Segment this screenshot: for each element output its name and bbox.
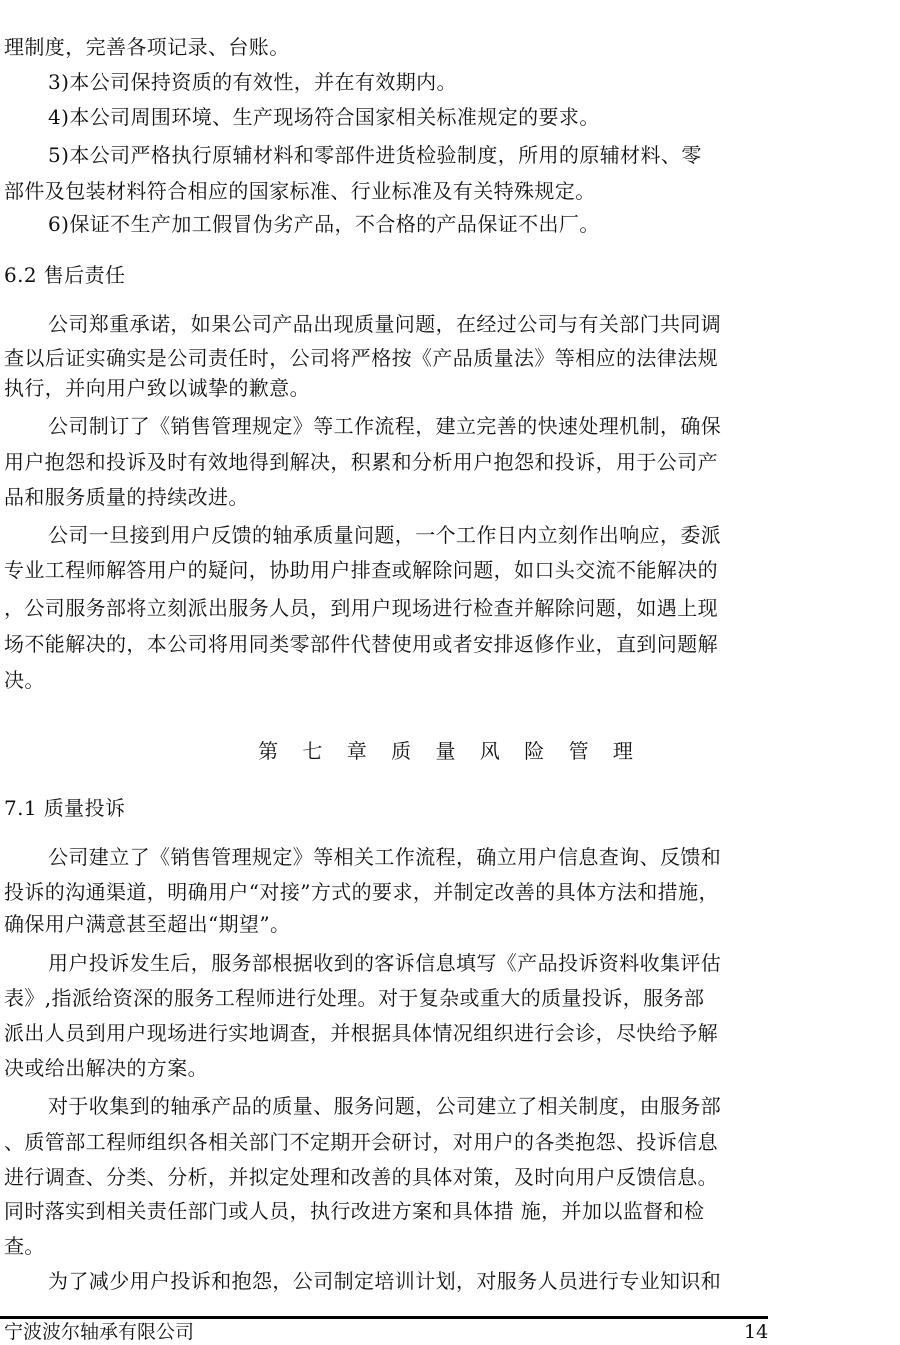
text-line: 6)保证不生产加工假冒伪劣产品，不合格的产品保证不出厂。: [48, 212, 600, 236]
text-line: 执行，并向用户致以诚挚的歉意。: [4, 376, 310, 400]
text-line: ，公司服务部将立刻派出服务人员，到用户现场进行检查并解除问题，如遇上现: [4, 596, 718, 620]
text-line: 公司郑重承诺，如果公司产品出现质量问题，在经过公司与有关部门共同调: [48, 312, 722, 336]
text-line: 对于收集到的轴承产品的质量、服务问题，公司建立了相关制度，由服务部: [48, 1094, 722, 1118]
text-line: 公司建立了《销售管理规定》等相关工作流程，确立用户信息查询、反馈和: [48, 845, 722, 869]
text-line: 6.2 售后责任: [4, 263, 126, 287]
text-line: 5)本公司严格执行原辅材料和零部件进货检验制度，所用的原辅材料、零: [48, 143, 702, 167]
text-line: 、质管部工程师组织各相关部门不定期开会研讨，对用户的各类抱怨、投诉信息: [4, 1130, 718, 1154]
text-line: 部件及包装材料符合相应的国家标准、行业标准及有关特殊规定。: [4, 179, 596, 203]
text-line: 专业工程师解答用户的疑问，协助用户排查或解除问题，如口头交流不能解决的: [4, 558, 718, 582]
text-line: 查以后证实确实是公司责任时，公司将严格按《产品质量法》等相应的法律法规: [4, 346, 718, 370]
text-line: 决。: [4, 668, 45, 692]
text-line: 3)本公司保持资质的有效性，并在有效期内。: [48, 70, 457, 94]
text-line: 用户投诉发生后，服务部根据收到的客诉信息填写《产品投诉资料收集评估: [48, 951, 722, 975]
text-line: 公司制订了《销售管理规定》等工作流程，建立完善的快速处理机制，确保: [48, 414, 722, 438]
text-line: 同时落实到相关责任部门或人员，执行改进方案和具体措 施，并加以监督和检: [4, 1199, 705, 1223]
text-line: 7.1 质量投诉: [4, 796, 126, 820]
text-line: 用户抱怨和投诉及时有效地得到解决，积累和分析用户抱怨和投诉，用于公司产: [4, 450, 718, 474]
footer-company-name: 宁波波尔轴承有限公司: [4, 1321, 195, 1343]
text-line: 表》,指派给资深的服务工程师进行处理。对于复杂或重大的质量投诉，服务部: [4, 986, 705, 1010]
text-line: 公司一旦接到用户反馈的轴承质量问题，一个工作日内立刻作出响应，委派: [48, 523, 722, 547]
text-line: 为了减少用户投诉和抱怨，公司制定培训计划，对服务人员进行专业知识和: [48, 1269, 722, 1293]
text-line: 场不能解决的，本公司将用同类零部件代替使用或者安排返修作业，直到问题解: [4, 632, 718, 656]
text-line: 理制度，完善各项记录、台账。: [4, 35, 290, 59]
page-number: 14: [744, 1321, 769, 1343]
text-line: 决或给出解决的方案。: [4, 1056, 208, 1080]
footer-divider: [0, 1316, 768, 1319]
text-line: 查。: [4, 1234, 45, 1258]
text-line: 派出人员到用户现场进行实地调查，并根据具体情况组织进行会诊，尽快给予解: [4, 1021, 718, 1045]
text-line: 4)本公司周围环境、生产现场符合国家相关标准规定的要求。: [48, 105, 600, 129]
text-line: 进行调查、分类、分析，并拟定处理和改善的具体对策，及时向用户反馈信息。: [4, 1165, 718, 1189]
text-line: 确保用户满意甚至超出“期望”。: [4, 912, 291, 936]
text-line: 品和服务质量的持续改进。: [4, 485, 249, 509]
text-line: 投诉的沟通渠道，明确用户“对接”方式的要求，并制定改善的具体方法和措施，: [4, 880, 719, 904]
chapter-heading: 第 七 章 质 量 风 险 管 理: [258, 739, 642, 763]
